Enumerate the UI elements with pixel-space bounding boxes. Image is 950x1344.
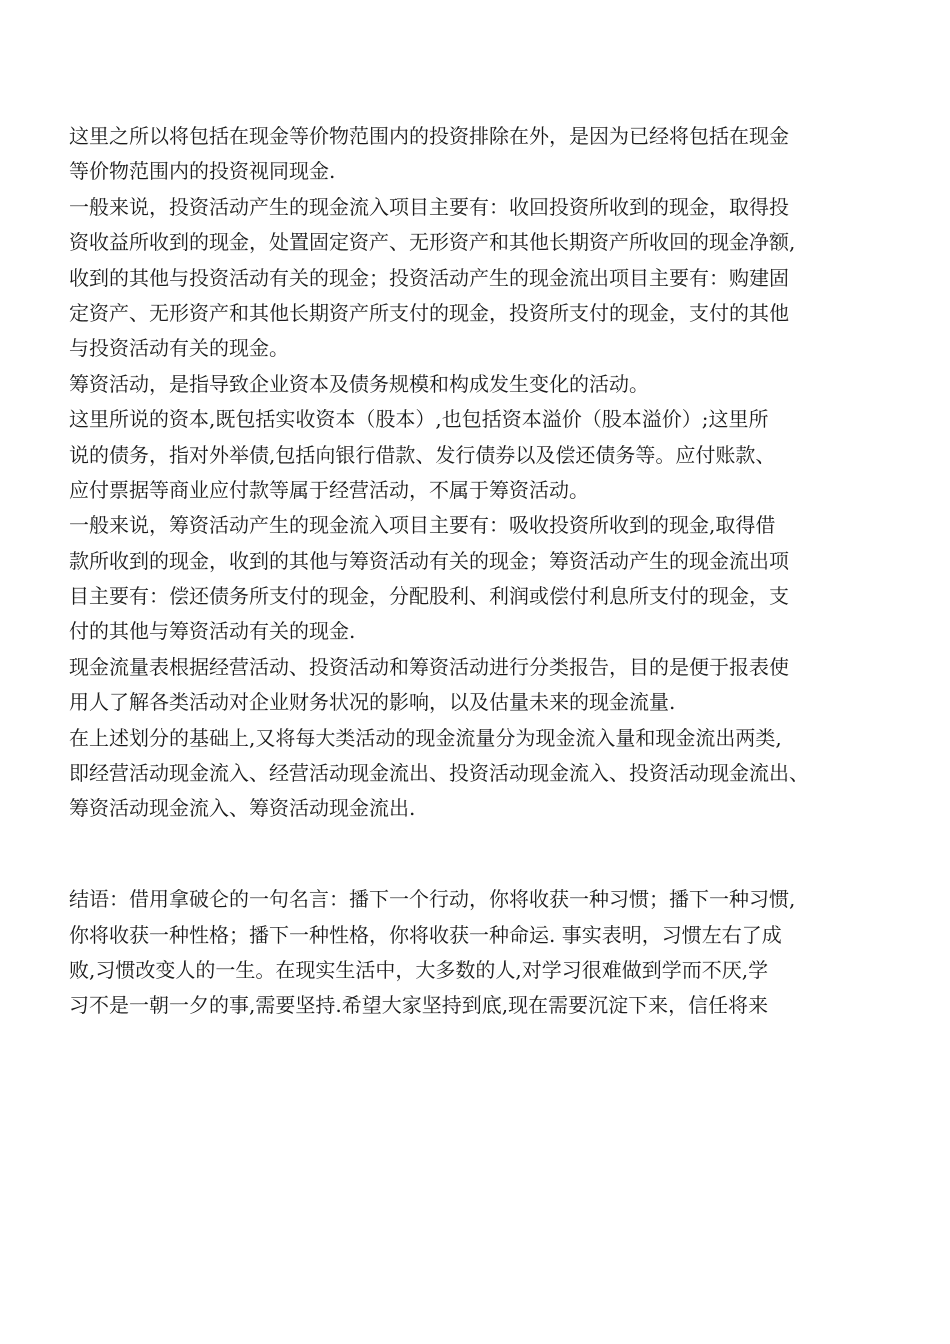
text-line: 收到的其他与投资活动有关的现金；投资活动产生的现金流出项目主要有：购建固 [69, 265, 789, 290]
text-line: 应付票据等商业应付款等属于经营活动，不属于筹资活动。 [69, 477, 589, 502]
text-line: 等价物范围内的投资视同现金. [69, 159, 336, 184]
text-line: 资收益所收到的现金，处置固定资产、无形资产和其他长期资产所收回的现金净额, [69, 230, 796, 255]
text-line: 这里之所以将包括在现金等价物范围内的投资排除在外，是因为已经将包括在现金 [69, 124, 789, 148]
conclusion-line: 你将收获一种性格；播下一种性格，你将收获一种命运. 事实表明，习惯左右了成 [69, 922, 782, 947]
text-line: 与投资活动有关的现金。 [69, 336, 289, 361]
paragraph-gap [69, 862, 889, 882]
paragraph-gap [69, 827, 889, 862]
text-line: 款所收到的现金，收到的其他与筹资活动有关的现金；筹资活动产生的现金流出项 [69, 548, 789, 573]
text-line: 定资产、无形资产和其他长期资产所支付的现金，投资所支付的现金，支付的其他 [69, 300, 789, 325]
conclusion-line: 败,习惯改变人的一生。在现实生活中，大多数的人,对学习很难做到学而不厌,学 [69, 957, 769, 982]
text-line: 即经营活动现金流入、经营活动现金流出、投资活动现金流入、投资活动现金流出、 [69, 761, 809, 786]
text-line: 一般来说，投资活动产生的现金流入项目主要有：收回投资所收到的现金，取得投 [69, 194, 789, 219]
text-line: 说的债务，指对外举债,包括向银行借款、发行债券以及偿还债务等。应付账款、 [69, 442, 776, 467]
text-line: 一般来说，筹资活动产生的现金流入项目主要有：吸收投资所收到的现金,取得借 [69, 513, 776, 538]
text-line: 目主要有：偿还债务所支付的现金，分配股利、利润或偿付利息所支付的现金，支 [69, 584, 789, 609]
conclusion-line: 习不是一朝一夕的事,需要坚持.希望大家坚持到底,现在需要沉淀下来，信任将来 [69, 993, 769, 1018]
text-line: 在上述划分的基础上,又将每大类活动的现金流量分为现金流入量和现金流出两类, [69, 725, 782, 750]
text-line: 筹资活动现金流入、筹资活动现金流出. [69, 796, 416, 821]
text-line: 用人了解各类活动对企业财务状况的影响，以及估量未来的现金流量. [69, 690, 676, 715]
text-line: 这里所说的资本,既包括实收资本（股本）,也包括资本溢价（股本溢价）;这里所 [69, 407, 769, 432]
text-line: 筹资活动，是指导致企业资本及债务规模和构成发生变化的活动。 [69, 371, 649, 396]
document-body [69, 119, 889, 1024]
text-line: 现金流量表根据经营活动、投资活动和筹资活动进行分类报告，目的是便于报表使 [69, 654, 789, 679]
conclusion-line: 结语：借用拿破仑的一句名言：播下一个行动，你将收获一种习惯；播下一种习惯, [69, 887, 796, 912]
text-line: 付的其他与筹资活动有关的现金. [69, 619, 356, 644]
